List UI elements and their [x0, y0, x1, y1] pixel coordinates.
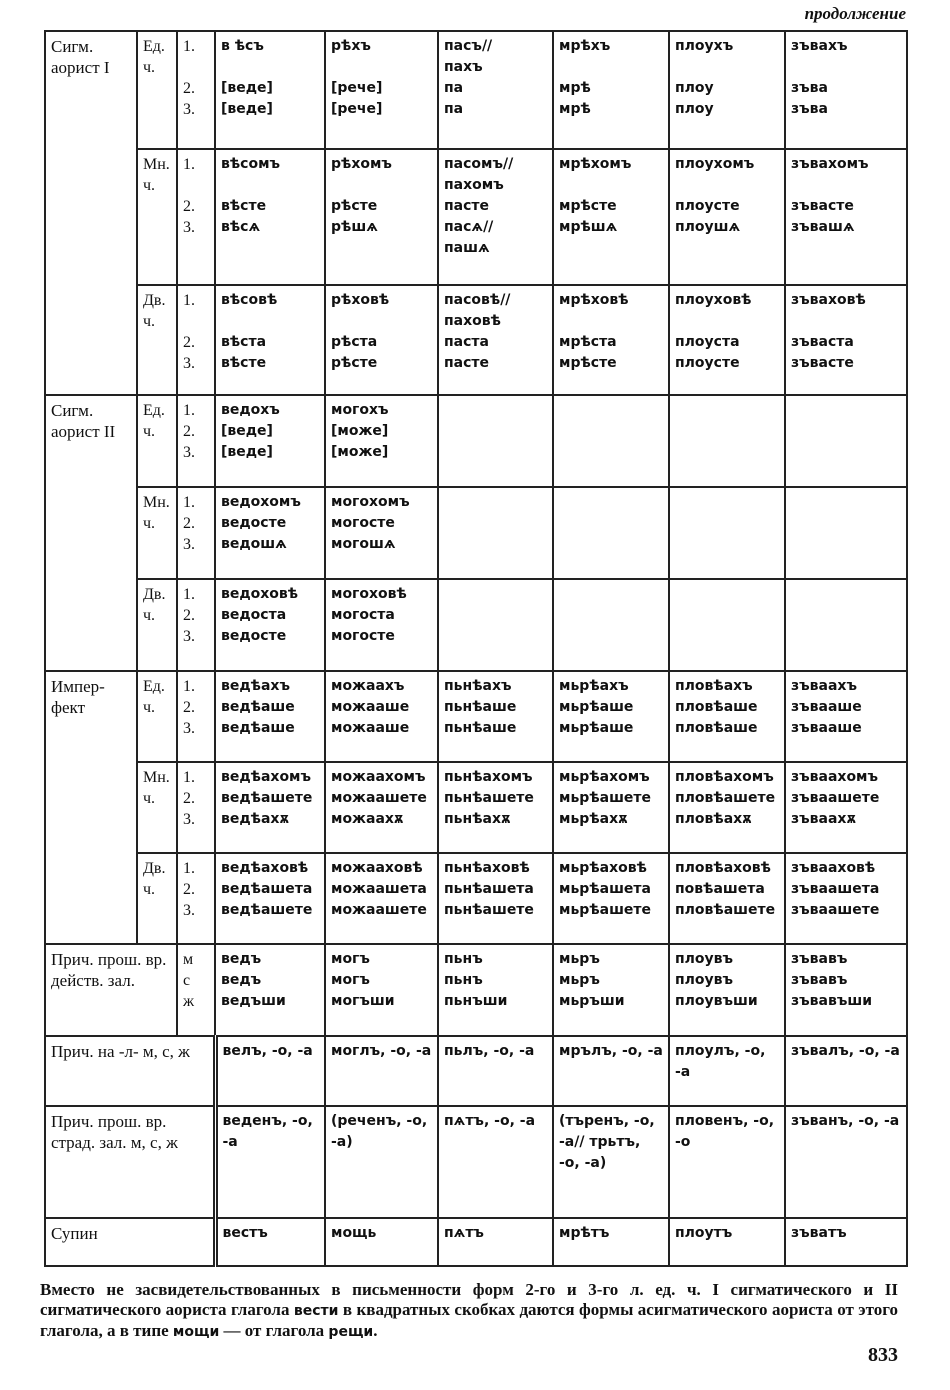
form-cell: пѧтъ, -о, -а — [438, 1106, 553, 1218]
footnote-word-moshchi: мощи — [172, 1324, 220, 1340]
section-label-sigm2: Сигм. аорист II — [45, 395, 137, 671]
form-cell: зъвааховѣ зъваашета зъваашете — [785, 853, 907, 944]
form-cell: мрѣхъ мрѣ мрѣ — [553, 31, 669, 149]
form-cell: ведъ ведъ ведъши — [215, 944, 325, 1036]
form-cell: плоулъ, -о, -а — [669, 1036, 785, 1106]
form-cell: пасовѣ// паховѣ паста пасте — [438, 285, 553, 395]
form-cell: плоуховѣ плоуста плоусте — [669, 285, 785, 395]
imperf-pl-row — [45, 762, 907, 853]
form-cell: могъ могъ могъши — [325, 944, 438, 1036]
empty-cell — [669, 395, 785, 487]
sigm2-du-row — [45, 579, 907, 671]
form-cell: зъвахомъ зъвасте зъвашѧ — [785, 149, 907, 285]
sigm2-pl-row — [45, 487, 907, 579]
form-cell: рѣхомъ рѣсте рѣшѧ — [325, 149, 438, 285]
form-cell: мьрѣахъ мьрѣаше мьрѣаше — [553, 671, 669, 762]
sigm1-du-row — [45, 285, 907, 395]
form-cell: зъваахомъ зъваашете зъваахѫ — [785, 762, 907, 853]
section-label-part-past-act: Прич. прош. вр. действ. зал. — [45, 944, 177, 1036]
person-numbers: 1. 2. 3. — [177, 149, 215, 285]
page-number: 833 — [868, 1344, 898, 1366]
number-label: Дв. ч. — [137, 853, 177, 944]
number-label: Ед. ч. — [137, 395, 177, 487]
number-label: Дв. ч. — [137, 285, 177, 395]
form-cell: пасомъ// пахомъ пасте пасѧ// пашѧ — [438, 149, 553, 285]
empty-cell — [785, 395, 907, 487]
empty-cell — [785, 579, 907, 671]
form-cell: ведѣахомъ ведѣашете ведѣахѫ — [215, 762, 325, 853]
form-cell: мощь — [325, 1218, 438, 1266]
footnote — [40, 1280, 898, 1342]
section-label-part-pass: Прич. прош. вр. страд. зал. м, с, ж — [45, 1106, 215, 1218]
person-numbers: 1. 2. 3. — [177, 853, 215, 944]
form-cell: пьнѣахомъ пьнѣашете пьнѣахѫ — [438, 762, 553, 853]
continued-label: продолжение — [804, 4, 906, 23]
number-label: Ед. ч. — [137, 671, 177, 762]
footnote-word-reshchi: рещи — [328, 1324, 374, 1340]
sigm2-sg-row — [45, 395, 907, 487]
form-cell: пьнѣахъ пьнѣаше пьнѣаше — [438, 671, 553, 762]
form-cell: могоховѣ могоста могосте — [325, 579, 438, 671]
footnote-text-2: в квадратных скобках даются формы асигматического аориста от этого глагола, а в типе — [40, 1300, 899, 1340]
form-cell: пловѣахомъ пловѣашете пловѣахѫ — [669, 762, 785, 853]
form-cell: могохомъ могосте могошѧ — [325, 487, 438, 579]
number-label: Мн. ч. — [137, 762, 177, 853]
part-past-act-row — [45, 944, 907, 1036]
form-cell: ведѣахъ ведѣаше ведѣаше — [215, 671, 325, 762]
form-cell: зъваховѣ зъваста зъвасте — [785, 285, 907, 395]
form-cell: зъвавъ зъвавъ зъвавъши — [785, 944, 907, 1036]
form-cell: ведоховѣ ведоста ведосте — [215, 579, 325, 671]
sigm1-sg-row — [45, 31, 907, 149]
person-numbers: 1. 2. 3. — [177, 31, 215, 149]
form-cell: плоувъ плоувъ плоувъши — [669, 944, 785, 1036]
form-cell: зъвалъ, -о, -а — [785, 1036, 907, 1106]
form-cell: ведѣаховѣ ведѣашета ведѣашете — [215, 853, 325, 944]
form-cell: плоухъ плоу плоу — [669, 31, 785, 149]
sigm1-pl-row — [45, 149, 907, 285]
form-cell: зъвахъ зъва зъва — [785, 31, 907, 149]
form-cell: в ѣсъ [веде] [веде] — [215, 31, 325, 149]
form-cell: вѣсомъ вѣсте вѣсѧ — [215, 149, 325, 285]
person-numbers: 1. 2. 3. — [177, 395, 215, 487]
form-cell: зъваахъ зъвааше зъвааше — [785, 671, 907, 762]
form-cell: мьрѣаховѣ мьрѣашета мьрѣашете — [553, 853, 669, 944]
form-cell: пѧтъ — [438, 1218, 553, 1266]
form-cell: пловенъ, -о, -о — [669, 1106, 785, 1218]
form-cell: можаахомъ можаашете можаахѫ — [325, 762, 438, 853]
footnote-word-vesti: вести — [293, 1303, 339, 1319]
person-numbers: 1. 2. 3. — [177, 487, 215, 579]
conjugation-table — [44, 30, 908, 1267]
empty-cell — [438, 487, 553, 579]
form-cell: пловѣаховѣ повѣашета пловѣашете — [669, 853, 785, 944]
empty-cell — [438, 395, 553, 487]
form-cell: мрѣховѣ мрѣста мрѣсте — [553, 285, 669, 395]
section-label-sigm1: Сигм. аорист I — [45, 31, 137, 395]
form-cell: ведохъ [веде] [веде] — [215, 395, 325, 487]
imperf-du-row — [45, 853, 907, 944]
person-numbers: 1. 2. 3. — [177, 671, 215, 762]
number-label: Ед. ч. — [137, 31, 177, 149]
form-cell: пьнѣаховѣ пьнѣашета пьнѣашете — [438, 853, 553, 944]
part-l-row — [45, 1036, 907, 1106]
form-cell: вѣсовѣ вѣста вѣсте — [215, 285, 325, 395]
empty-cell — [553, 395, 669, 487]
imperf-sg-row — [45, 671, 907, 762]
form-cell: мрълъ, -о, -а — [553, 1036, 669, 1106]
number-label: Мн. ч. — [137, 487, 177, 579]
person-numbers: 1. 2. 3. — [177, 285, 215, 395]
person-numbers: 1. 2. 3. — [177, 579, 215, 671]
form-cell: моглъ, -о, -а — [325, 1036, 438, 1106]
form-cell: можааховѣ можаашета можаашете — [325, 853, 438, 944]
form-cell: можаахъ можааше можааше — [325, 671, 438, 762]
form-cell: ведохомъ ведосте ведошѧ — [215, 487, 325, 579]
form-cell: могохъ [може] [може] — [325, 395, 438, 487]
footnote-text-1: Вместо не засвидетельствованных в письменности форм 2-го и 3-го л. ед. ч. I сигматического и II сигматического аориста глагола — [40, 1280, 898, 1319]
form-cell: рѣхъ [рече] [рече] — [325, 31, 438, 149]
form-cell: (търенъ, -о, -а// трьтъ, -о, -а) — [553, 1106, 669, 1218]
person-numbers: 1. 2. 3. — [177, 762, 215, 853]
form-cell: пьлъ, -о, -а — [438, 1036, 553, 1106]
form-cell: плоухомъ плоусте плоушѧ — [669, 149, 785, 285]
supine-row — [45, 1218, 907, 1266]
form-cell: зъватъ — [785, 1218, 907, 1266]
section-label-imperfect: Импер- фект — [45, 671, 137, 944]
empty-cell — [669, 579, 785, 671]
form-cell: велъ, -о, -а — [215, 1036, 325, 1106]
empty-cell — [553, 487, 669, 579]
gender-labels: м с ж — [177, 944, 215, 1036]
form-cell: мрѣхомъ мрѣсте мрѣшѧ — [553, 149, 669, 285]
form-cell: вестъ — [215, 1218, 325, 1266]
empty-cell — [553, 579, 669, 671]
form-cell: зъванъ, -о, -а — [785, 1106, 907, 1218]
form-cell: мрѣтъ — [553, 1218, 669, 1266]
form-cell: пловѣахъ пловѣаше пловѣаше — [669, 671, 785, 762]
form-cell: (реченъ, -о, -а) — [325, 1106, 438, 1218]
footnote-text-3: — от глагола — [223, 1321, 325, 1340]
form-cell: мьръ мьръ мьръши — [553, 944, 669, 1036]
empty-cell — [785, 487, 907, 579]
form-cell: рѣховѣ рѣста рѣсте — [325, 285, 438, 395]
form-cell: пасъ// пахъ па па — [438, 31, 553, 149]
section-label-supine: Супин — [45, 1218, 215, 1266]
part-pass-row — [45, 1106, 907, 1218]
form-cell: пьнъ пьнъ пьнъши — [438, 944, 553, 1036]
number-label: Дв. ч. — [137, 579, 177, 671]
empty-cell — [438, 579, 553, 671]
form-cell: мьрѣахомъ мьрѣашете мьрѣахѫ — [553, 762, 669, 853]
empty-cell — [669, 487, 785, 579]
form-cell: плоутъ — [669, 1218, 785, 1266]
footnote-text-4: . — [373, 1321, 378, 1340]
form-cell: веденъ, -о, -а — [215, 1106, 325, 1218]
number-label: Мн. ч. — [137, 149, 177, 285]
section-label-part-l: Прич. на -л- м, с, ж — [45, 1036, 215, 1106]
